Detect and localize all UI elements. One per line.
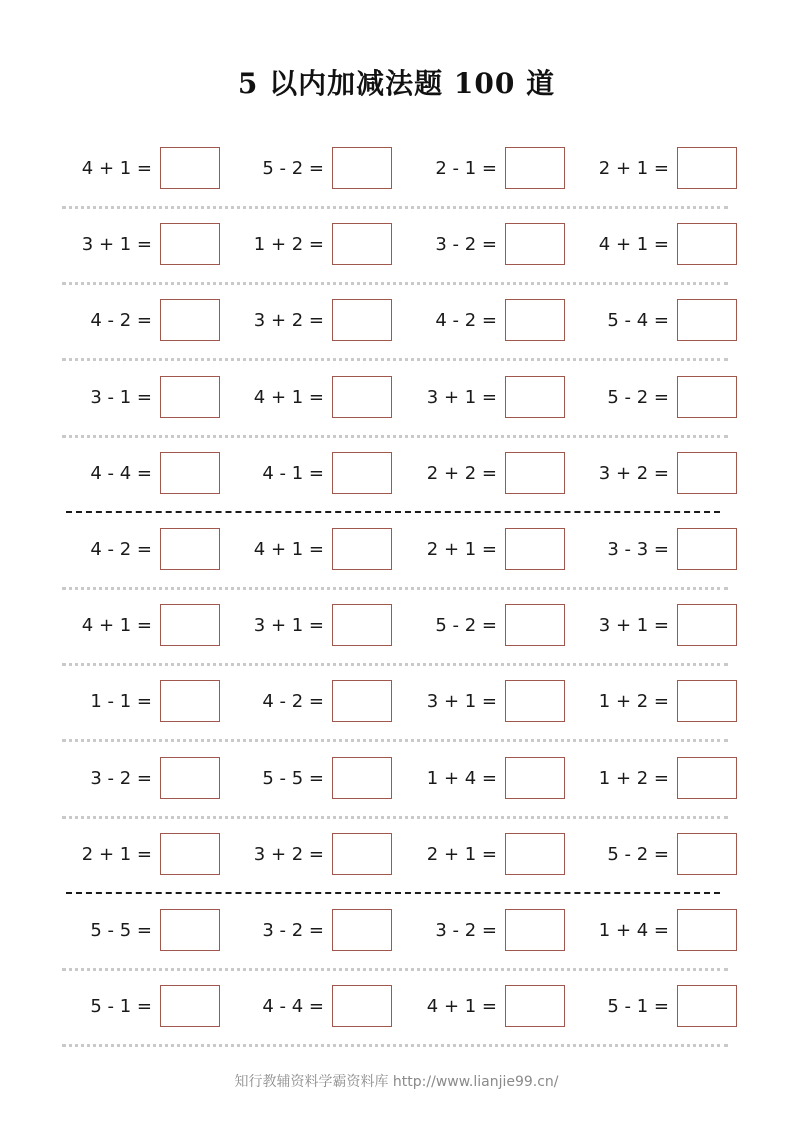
answer-box[interactable] [332, 299, 392, 341]
problem-item [577, 299, 737, 343]
dotted-separator [62, 968, 728, 971]
problem-row [0, 604, 793, 648]
footer-source: 知行教辅资料学霸资料库 http://www.lianjie99.cn/ [234, 1074, 559, 1090]
answer-box[interactable] [677, 223, 737, 265]
problem-expression: 2 + 1 = [598, 158, 669, 179]
answer-box[interactable] [677, 147, 737, 189]
answer-box[interactable] [677, 299, 737, 341]
problem-row [0, 223, 793, 267]
answer-box[interactable] [505, 757, 565, 799]
answer-box[interactable] [332, 833, 392, 875]
dotted-separator [62, 282, 728, 285]
answer-box[interactable] [332, 452, 392, 494]
problem-row [0, 528, 793, 572]
dotted-separator [62, 587, 728, 590]
problem-row [0, 985, 793, 1029]
problem-expression: 4 - 4 = [262, 996, 324, 1018]
answer-box[interactable] [677, 680, 737, 722]
problem-expression: 1 + 2 = [253, 234, 324, 256]
problem-item [577, 528, 737, 572]
answer-box[interactable] [505, 985, 565, 1027]
problem-item [405, 909, 565, 953]
problem-expression: 5 - 5 = [90, 920, 152, 941]
problem-expression: 4 + 1 = [598, 234, 669, 256]
answer-box[interactable] [677, 833, 737, 875]
answer-box[interactable] [160, 680, 220, 722]
problem-expression: 5 - 2 = [607, 843, 669, 865]
problem-item [60, 299, 220, 343]
problem-row [0, 909, 793, 953]
answer-box[interactable] [160, 604, 220, 646]
answer-box[interactable] [332, 680, 392, 722]
problem-item [60, 376, 220, 420]
problem-expression: 3 - 2 = [435, 234, 497, 256]
problem-item [232, 909, 392, 953]
problem-item [577, 147, 737, 191]
problem-expression: 1 + 2 = [598, 691, 669, 713]
problem-item [60, 604, 220, 648]
problem-item [232, 376, 392, 420]
answer-box[interactable] [677, 452, 737, 494]
problem-row [0, 147, 793, 191]
problem-expression: 4 - 2 = [90, 310, 152, 332]
answer-box[interactable] [677, 376, 737, 418]
problem-expression: 3 + 2 = [598, 462, 669, 484]
problem-item [232, 833, 392, 877]
answer-box[interactable] [505, 299, 565, 341]
answer-box[interactable] [677, 528, 737, 570]
dotted-separator [62, 358, 728, 361]
problem-expression: 2 + 1 = [426, 843, 497, 865]
answer-box[interactable] [332, 528, 392, 570]
dotted-separator [62, 435, 728, 438]
problem-item [577, 376, 737, 420]
problem-expression: 3 - 3 = [607, 539, 669, 560]
problem-item [577, 833, 737, 877]
page-title: 5 以内加减法题 100 道 [237, 67, 556, 100]
problem-expression: 5 - 2 = [607, 386, 669, 408]
problem-expression: 3 - 2 = [262, 920, 324, 941]
problem-expression: 4 + 1 = [253, 539, 324, 560]
answer-box[interactable] [332, 604, 392, 646]
problem-expression: 4 - 1 = [262, 462, 324, 484]
problem-row [0, 452, 793, 496]
problem-expression: 4 + 1 = [253, 386, 324, 408]
problem-expression: 3 + 1 = [598, 615, 669, 637]
problem-expression: 1 + 4 = [598, 920, 669, 941]
problem-expression: 4 + 1 = [81, 158, 152, 179]
problem-item [405, 757, 565, 801]
problem-expression: 5 - 1 = [607, 996, 669, 1018]
problem-item [60, 147, 220, 191]
answer-box[interactable] [332, 376, 392, 418]
answer-box[interactable] [505, 680, 565, 722]
problem-expression: 1 + 2 = [598, 767, 669, 789]
answer-box[interactable] [505, 147, 565, 189]
answer-box[interactable] [505, 528, 565, 570]
problem-expression: 4 + 1 = [81, 615, 152, 637]
problem-expression: 3 - 2 = [435, 920, 497, 941]
problem-item [232, 452, 392, 496]
dotted-separator [62, 816, 728, 819]
problem-item [405, 985, 565, 1029]
answer-box[interactable] [332, 909, 392, 951]
answer-box[interactable] [160, 985, 220, 1027]
problem-item [577, 604, 737, 648]
answer-box[interactable] [160, 909, 220, 951]
problem-item [60, 985, 220, 1029]
problem-expression: 3 + 2 = [253, 310, 324, 332]
problem-item [60, 757, 220, 801]
dotted-separator [62, 739, 728, 742]
problem-expression: 2 + 2 = [426, 462, 497, 484]
problem-row [0, 680, 793, 724]
answer-box[interactable] [160, 223, 220, 265]
problem-item [577, 909, 737, 953]
problem-item [60, 223, 220, 267]
problem-expression: 1 + 4 = [426, 767, 497, 789]
problem-row [0, 376, 793, 420]
answer-box[interactable] [505, 604, 565, 646]
answer-box[interactable] [677, 909, 737, 951]
problem-expression: 3 + 1 = [253, 615, 324, 637]
problem-row [0, 299, 793, 343]
problem-expression: 4 - 2 = [90, 539, 152, 560]
problem-item [405, 147, 565, 191]
problem-item [405, 299, 565, 343]
dotted-separator [62, 663, 728, 666]
problem-item [577, 680, 737, 724]
problem-item [405, 833, 565, 877]
problem-item [232, 604, 392, 648]
problem-item [232, 147, 392, 191]
problem-expression: 4 + 1 = [426, 996, 497, 1018]
answer-box[interactable] [160, 147, 220, 189]
problem-expression: 4 - 2 = [262, 691, 324, 713]
problem-expression: 5 - 5 = [262, 767, 324, 789]
problem-expression: 3 - 1 = [90, 386, 152, 408]
problem-expression: 4 - 4 = [90, 462, 152, 484]
dashed-separator [66, 892, 720, 894]
problem-item [232, 757, 392, 801]
answer-box[interactable] [505, 223, 565, 265]
problem-item [405, 376, 565, 420]
problem-item [60, 833, 220, 877]
problem-item [232, 985, 392, 1029]
dashed-separator [66, 511, 720, 513]
problem-item [577, 452, 737, 496]
answer-box[interactable] [332, 147, 392, 189]
problem-item [577, 985, 737, 1029]
problem-row [0, 757, 793, 801]
problem-item [232, 223, 392, 267]
answer-box[interactable] [160, 376, 220, 418]
answer-box[interactable] [677, 604, 737, 646]
problem-expression: 2 + 1 = [426, 539, 497, 560]
answer-box[interactable] [505, 376, 565, 418]
problem-expression: 5 - 4 = [607, 310, 669, 332]
answer-box[interactable] [505, 833, 565, 875]
problem-item [405, 452, 565, 496]
problem-item [232, 299, 392, 343]
problem-item [60, 528, 220, 572]
problem-expression: 5 - 2 = [262, 158, 324, 179]
problem-expression: 2 + 1 = [81, 843, 152, 865]
answer-box[interactable] [677, 757, 737, 799]
problem-expression: 4 - 2 = [435, 310, 497, 332]
problem-expression: 3 + 1 = [426, 691, 497, 713]
answer-box[interactable] [160, 299, 220, 341]
problem-item [60, 909, 220, 953]
problem-item [577, 223, 737, 267]
dotted-separator [62, 206, 728, 209]
problem-expression: 1 - 1 = [90, 691, 152, 713]
problem-item [405, 680, 565, 724]
problem-expression: 5 - 1 = [90, 996, 152, 1018]
answer-box[interactable] [332, 223, 392, 265]
problem-item [405, 528, 565, 572]
problem-expression: 3 + 2 = [253, 843, 324, 865]
problem-item [232, 528, 392, 572]
answer-box[interactable] [160, 833, 220, 875]
problem-item [405, 223, 565, 267]
answer-box[interactable] [160, 757, 220, 799]
problem-item [60, 452, 220, 496]
problem-expression: 5 - 2 = [435, 615, 497, 637]
problem-expression: 3 + 1 = [81, 234, 152, 256]
answer-box[interactable] [505, 452, 565, 494]
problem-item [405, 604, 565, 648]
answer-box[interactable] [505, 909, 565, 951]
answer-box[interactable] [332, 985, 392, 1027]
problem-row [0, 833, 793, 877]
answer-box[interactable] [160, 528, 220, 570]
problem-item [577, 757, 737, 801]
problem-expression: 3 + 1 = [426, 386, 497, 408]
problem-item [232, 680, 392, 724]
answer-box[interactable] [677, 985, 737, 1027]
problem-item [60, 680, 220, 724]
problem-expression: 2 - 1 = [435, 158, 497, 179]
answer-box[interactable] [332, 757, 392, 799]
problem-expression: 3 - 2 = [90, 767, 152, 789]
answer-box[interactable] [160, 452, 220, 494]
dotted-separator [62, 1044, 728, 1047]
